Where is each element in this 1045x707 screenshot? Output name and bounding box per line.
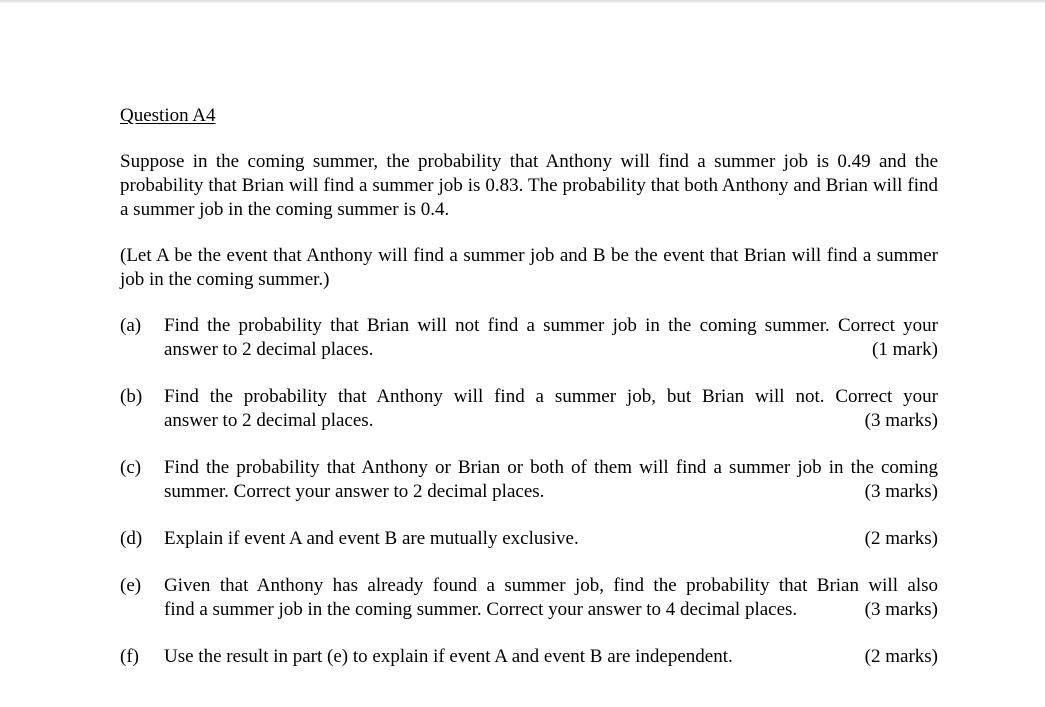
part-e-body (164, 574, 938, 622)
question-intro: Suppose in the coming summer, the probability that Anthony will find a summer job is 0.49 and the probability that Brian will find a summer job is 0.83. The probability that both Anthony and Brian will find a summer job in the coming summer is 0.4. (120, 151, 938, 220)
part-a-last: answer to 2 decimal places. (164, 339, 374, 360)
part-a-body (164, 314, 938, 362)
part-c (120, 456, 938, 504)
part-e-text: Given that Anthony has already found a summer job, find the probability that Brian will also (164, 575, 938, 596)
part-b-marks: (3 marks) (864, 410, 938, 431)
part-a-label: (a) (120, 315, 142, 336)
part-c-last-line (164, 480, 938, 504)
part-a-text: Find the probability that Brian will not find a summer job in the coming summer. Correct your (164, 315, 938, 336)
part-d (120, 527, 938, 551)
part-c-label: (c) (120, 457, 142, 478)
part-d-last-line (164, 527, 938, 551)
part-f-marks: (2 marks) (864, 646, 938, 667)
part-c-last: summer. Correct your answer to 2 decimal places. (164, 481, 545, 502)
part-b-text: Find the probability that Anthony will find a summer job, but Brian will not. Correct your (164, 386, 938, 407)
part-f-label: (f) (120, 646, 139, 667)
question-heading: Question A4 (120, 105, 216, 126)
part-f-body (164, 645, 938, 669)
part-d-marks: (2 marks) (864, 528, 938, 549)
part-a-marks: (1 mark) (872, 339, 938, 360)
part-e (120, 574, 938, 622)
part-e-label: (e) (120, 575, 142, 596)
part-b-last-line (164, 409, 938, 433)
page-top-border (0, 0, 1045, 3)
part-f-last-line (164, 645, 938, 669)
part-b-label: (b) (120, 386, 143, 407)
part-a-last-line (164, 338, 938, 362)
part-c-marks: (3 marks) (864, 481, 938, 502)
part-c-body (164, 456, 938, 504)
part-d-body (164, 527, 938, 551)
part-f (120, 645, 938, 669)
question-content (120, 104, 938, 692)
part-d-last: Explain if event A and event B are mutually exclusive. (164, 528, 579, 549)
part-e-marks: (3 marks) (864, 599, 938, 620)
part-b-last: answer to 2 decimal places. (164, 410, 374, 431)
part-d-label: (d) (120, 528, 143, 549)
part-e-last-line (164, 598, 938, 622)
part-a (120, 314, 938, 362)
part-f-last: Use the result in part (e) to explain if event A and event B are independent. (164, 646, 733, 667)
part-b (120, 385, 938, 433)
question-note: (Let A be the event that Anthony will find a summer job and B be the event that Brian will find a summer job in the coming summer.) (120, 245, 938, 290)
part-b-body (164, 385, 938, 433)
part-c-text: Find the probability that Anthony or Brian or both of them will find a summer job in the coming (164, 457, 938, 478)
part-e-last: find a summer job in the coming summer. Correct your answer to 4 decimal places. (164, 599, 798, 620)
